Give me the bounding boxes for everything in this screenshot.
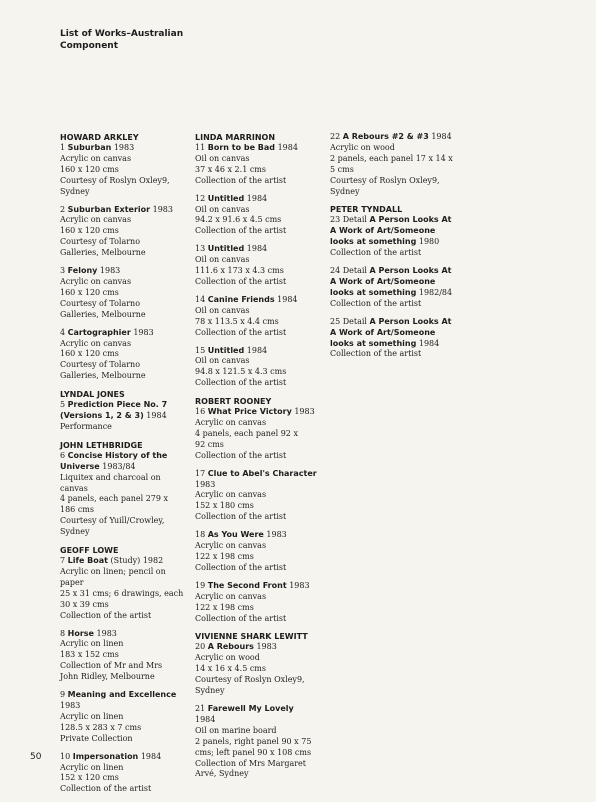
work-detail: 128.5 x 283 x 7 cms bbox=[60, 722, 142, 732]
work-detail: Collection of the artist bbox=[60, 610, 152, 620]
work-detail: 5 cms bbox=[330, 164, 354, 174]
work-detail: 37 x 46 x 2.1 cms bbox=[195, 164, 266, 174]
work-number: 7 bbox=[60, 556, 66, 566]
work-detail: Acrylic on canvas bbox=[195, 418, 267, 428]
work-detail: Collection of Mrs Margaret bbox=[195, 758, 306, 768]
work-detail: 152 x 180 cms bbox=[195, 501, 254, 511]
work-heading bbox=[195, 346, 323, 357]
work-year: 1982/84 bbox=[418, 287, 453, 297]
work-title: A Rebours #2 & #3 bbox=[342, 132, 429, 141]
artist-name: LYNDAL JONES bbox=[60, 390, 125, 400]
work-detail: Oil on canvas bbox=[195, 204, 250, 214]
work-title: Suburban Exterior bbox=[67, 204, 151, 214]
work-number: 22 bbox=[330, 132, 341, 141]
work-title: A Person Looks At A Work of Art/Someone looks at something bbox=[330, 266, 452, 297]
work-entry bbox=[60, 451, 188, 538]
work-year: 1983 bbox=[266, 530, 287, 540]
work-detail: Courtesy of Roslyn Oxley9, bbox=[330, 175, 440, 185]
work-detail: Oil on canvas bbox=[195, 153, 250, 163]
work-year: 1984 bbox=[140, 751, 162, 761]
work-number: 25 Detail bbox=[330, 316, 367, 326]
work-entry bbox=[60, 629, 188, 684]
work-detail: cms; left panel 90 x 108 cms bbox=[195, 747, 312, 757]
work-detail: Acrylic on linen bbox=[60, 711, 124, 721]
work-title: A Person Looks At A Work of Art/Someone looks at something bbox=[330, 215, 452, 247]
work-detail: Collection of the artist bbox=[195, 450, 287, 460]
work-title: A Rebours bbox=[207, 642, 254, 652]
work-detail: Acrylic on linen; pencil on bbox=[60, 567, 166, 576]
work-entry bbox=[195, 346, 323, 390]
work-title: The Second Front bbox=[207, 580, 287, 590]
work-title: Untitled bbox=[207, 345, 245, 355]
work-detail: Oil on canvas bbox=[195, 255, 250, 265]
work-detail: 4 panels, each panel 92 x bbox=[195, 428, 298, 438]
work-detail: Collection of the artist bbox=[60, 784, 152, 794]
work-number: 4 bbox=[60, 327, 66, 337]
work-detail: Acrylic on wood bbox=[195, 653, 260, 663]
heading-line: Component bbox=[60, 41, 119, 51]
work-detail: 1983 bbox=[60, 700, 81, 710]
work-heading bbox=[60, 752, 188, 763]
work-detail: Collection of the artist bbox=[195, 175, 287, 185]
work-number: 15 bbox=[195, 345, 206, 355]
work-entry bbox=[195, 295, 323, 339]
work-entry bbox=[195, 642, 323, 697]
work-detail: 2 panels, each panel 17 x 14 x bbox=[330, 153, 453, 163]
work-heading bbox=[60, 205, 188, 216]
work-heading bbox=[195, 407, 323, 418]
work-title: Born to be Bad bbox=[207, 143, 276, 152]
work-detail: Collection of Mr and Mrs bbox=[60, 661, 163, 671]
work-entry bbox=[60, 556, 188, 621]
work-heading bbox=[195, 469, 323, 480]
work-detail: Galleries, Melbourne bbox=[60, 309, 146, 319]
artist-name: ROBERT ROONEY bbox=[195, 397, 272, 407]
work-heading bbox=[330, 317, 458, 350]
work-number: 2 bbox=[60, 204, 66, 214]
artist-name: VIVIENNE SHARK LEWITT bbox=[195, 632, 308, 642]
work-detail: 160 x 120 cms bbox=[60, 164, 119, 174]
work-year: 1984 bbox=[431, 132, 452, 141]
work-detail: 160 x 120 cms bbox=[60, 287, 119, 297]
work-detail: Courtesy of Yuill/Crowley, bbox=[60, 516, 165, 526]
work-heading bbox=[60, 143, 188, 154]
work-entry bbox=[60, 400, 188, 433]
work-number: 23 Detail bbox=[330, 215, 367, 225]
work-year: 1984 bbox=[146, 411, 167, 421]
work-number: 13 bbox=[195, 244, 206, 254]
work-title: Concise History of the Universe bbox=[60, 450, 168, 471]
work-detail: Collection of the artist bbox=[330, 349, 422, 359]
work-title: Prediction Piece No. 7 (Versions 1, 2 & 3) bbox=[60, 400, 168, 421]
work-detail: Galleries, Melbourne bbox=[60, 248, 146, 258]
work-detail: 160 x 120 cms bbox=[60, 349, 119, 359]
work-title: Suburban bbox=[67, 143, 112, 152]
work-detail: Sydney bbox=[195, 686, 225, 696]
work-number: 17 bbox=[195, 468, 206, 478]
work-entry bbox=[195, 143, 323, 187]
work-detail: 92 cms bbox=[195, 439, 224, 449]
work-detail: Acrylic on canvas bbox=[60, 215, 132, 225]
work-detail: Oil on marine board bbox=[195, 725, 277, 735]
work-detail: 160 x 120 cms bbox=[60, 226, 119, 236]
work-heading bbox=[60, 556, 188, 567]
work-number: 5 bbox=[60, 400, 66, 410]
work-year: (Study) 1982 bbox=[110, 556, 164, 566]
work-entry bbox=[195, 469, 323, 524]
work-title: Horse bbox=[67, 628, 94, 638]
work-title: Untitled bbox=[207, 193, 245, 203]
work-number: 8 bbox=[60, 628, 66, 638]
work-year: 1983 bbox=[99, 266, 121, 276]
work-detail: John Ridley, Melbourne bbox=[60, 672, 155, 682]
work-title: Clue to Abel's Character bbox=[207, 468, 317, 478]
work-detail: Courtesy of Roslyn Oxley9, bbox=[60, 175, 170, 185]
work-title: A Person Looks At A Work of Art/Someone looks at something bbox=[330, 316, 452, 348]
work-detail: Oil on canvas bbox=[195, 356, 250, 366]
work-heading bbox=[330, 266, 458, 299]
work-detail: Acrylic on linen bbox=[60, 639, 124, 649]
work-detail: Acrylic on canvas bbox=[60, 276, 132, 286]
work-number: 19 bbox=[195, 580, 206, 590]
work-heading bbox=[195, 642, 323, 653]
work-detail: 94.8 x 121.5 x 4.3 cms bbox=[195, 367, 287, 377]
work-detail: 4 panels, each panel 279 x bbox=[60, 494, 169, 504]
work-entry bbox=[60, 143, 188, 198]
work-title: What Price Victory bbox=[207, 407, 292, 417]
work-title: Cartographier bbox=[67, 327, 131, 337]
work-detail: Acrylic on canvas bbox=[60, 338, 132, 348]
work-number: 1 bbox=[60, 143, 66, 152]
work-heading bbox=[195, 704, 323, 715]
work-detail: 111.6 x 173 x 4.3 cms bbox=[195, 266, 284, 276]
work-detail: Collection of the artist bbox=[195, 276, 287, 286]
work-entry bbox=[60, 328, 188, 383]
work-entry bbox=[195, 581, 323, 625]
work-year: 1984 bbox=[418, 338, 440, 348]
work-detail: Galleries, Melbourne bbox=[60, 371, 146, 381]
work-heading bbox=[60, 400, 188, 422]
work-entry bbox=[195, 407, 323, 462]
work-year: 1983/84 bbox=[102, 461, 136, 471]
work-detail: 30 x 39 cms bbox=[60, 599, 109, 609]
work-year: 1983 bbox=[256, 642, 277, 652]
work-year: 1983 bbox=[113, 143, 135, 152]
work-heading bbox=[60, 690, 188, 701]
work-number: 21 bbox=[195, 703, 206, 713]
work-detail: Collection of the artist bbox=[195, 378, 287, 388]
work-year: 1984 bbox=[246, 193, 268, 203]
column-2 bbox=[195, 132, 323, 787]
work-detail: 1983 bbox=[195, 479, 216, 489]
work-detail: 1984 bbox=[195, 714, 216, 724]
work-heading bbox=[195, 295, 323, 306]
work-heading bbox=[195, 194, 323, 205]
work-title: Felony bbox=[67, 266, 98, 276]
work-entry bbox=[330, 215, 458, 259]
work-year: 1983 bbox=[294, 407, 315, 417]
work-detail: Acrylic on canvas bbox=[195, 490, 267, 500]
work-year: 1984 bbox=[246, 244, 268, 254]
work-detail: Acrylic on canvas bbox=[195, 541, 267, 551]
work-number: 16 bbox=[195, 407, 206, 417]
work-title: Impersonation bbox=[72, 751, 139, 761]
work-heading bbox=[330, 132, 458, 143]
work-detail: Acrylic on linen bbox=[60, 762, 124, 772]
work-detail: Collection of the artist bbox=[195, 327, 287, 337]
work-detail: Arvé, Sydney bbox=[195, 769, 249, 779]
work-detail: Sydney bbox=[60, 527, 90, 537]
work-entry bbox=[60, 205, 188, 260]
work-entry bbox=[60, 690, 188, 745]
page-heading bbox=[60, 28, 183, 52]
work-detail: canvas bbox=[60, 483, 88, 493]
work-heading bbox=[60, 266, 188, 277]
work-number: 9 bbox=[60, 690, 66, 700]
work-entry bbox=[195, 244, 323, 288]
work-detail: Collection of the artist bbox=[195, 226, 287, 236]
work-detail: Collection of the artist bbox=[195, 613, 287, 623]
work-number: 24 Detail bbox=[330, 266, 367, 276]
work-heading bbox=[60, 451, 188, 473]
work-detail: Collection of the artist bbox=[195, 512, 287, 522]
work-heading bbox=[60, 629, 188, 640]
column-3 bbox=[330, 132, 458, 367]
artist-name: HOWARD ARKLEY bbox=[60, 133, 139, 142]
work-entry bbox=[195, 530, 323, 574]
work-detail: 78 x 113.5 x 4.4 cms bbox=[195, 316, 279, 326]
work-year: 1984 bbox=[277, 294, 298, 304]
work-detail: 94.2 x 91.6 x 4.5 cms bbox=[195, 215, 282, 225]
work-year: 1980 bbox=[418, 237, 440, 247]
work-detail: Private Collection bbox=[60, 733, 133, 743]
work-detail: 122 x 198 cms bbox=[195, 602, 254, 612]
work-year: 1983 bbox=[289, 580, 310, 590]
work-title: Farewell My Lovely bbox=[207, 703, 294, 713]
work-detail: 14 x 16 x 4.5 cms bbox=[195, 664, 266, 674]
column-1 bbox=[60, 132, 188, 802]
work-detail: 183 x 152 cms bbox=[60, 650, 119, 660]
work-title: Untitled bbox=[207, 244, 245, 254]
work-heading bbox=[330, 215, 458, 248]
heading-line: List of Works–Australian bbox=[60, 29, 184, 39]
work-year: 1984 bbox=[246, 345, 268, 355]
work-detail: Courtesy of Tolarno bbox=[60, 360, 141, 370]
work-entry bbox=[195, 194, 323, 238]
work-year: 1983 bbox=[96, 628, 117, 638]
work-detail: Courtesy of Roslyn Oxley9, bbox=[195, 675, 305, 685]
work-entry bbox=[330, 317, 458, 361]
work-detail: Sydney bbox=[330, 186, 360, 196]
work-detail: Collection of the artist bbox=[330, 248, 422, 258]
work-number: 3 bbox=[60, 266, 66, 276]
work-title: Life Boat bbox=[67, 556, 108, 566]
work-detail: 25 x 31 cms; 6 drawings, each bbox=[60, 588, 184, 598]
work-detail: Performance bbox=[60, 421, 112, 431]
work-title: As You Were bbox=[207, 530, 264, 540]
work-detail: 2 panels, right panel 90 x 75 bbox=[195, 736, 312, 746]
work-year: 1984 bbox=[277, 143, 298, 152]
work-detail: Collection of the artist bbox=[195, 562, 287, 572]
work-detail: paper bbox=[60, 577, 84, 587]
artist-name: LINDA MARRINON bbox=[195, 133, 276, 142]
work-detail: Acrylic on canvas bbox=[195, 591, 267, 601]
work-detail: Collection of the artist bbox=[330, 298, 422, 308]
work-number: 14 bbox=[195, 294, 206, 304]
work-heading bbox=[60, 328, 188, 339]
work-entry bbox=[60, 752, 188, 796]
artist-name: GEOFF LOWE bbox=[60, 546, 119, 556]
work-year: 1983 bbox=[133, 327, 154, 337]
work-heading bbox=[195, 581, 323, 592]
artist-name: PETER TYNDALL bbox=[330, 205, 403, 215]
work-number: 12 bbox=[195, 193, 206, 203]
work-entry bbox=[60, 266, 188, 321]
work-heading bbox=[195, 143, 323, 154]
work-entry bbox=[195, 704, 323, 780]
work-number: 11 bbox=[195, 143, 206, 152]
work-number: 10 bbox=[60, 751, 71, 761]
work-detail: Liquitex and charcoal on bbox=[60, 472, 161, 482]
work-detail: Courtesy of Tolarno bbox=[60, 237, 141, 247]
work-heading bbox=[195, 244, 323, 255]
work-detail: Courtesy of Tolarno bbox=[60, 298, 141, 308]
work-number: 18 bbox=[195, 530, 206, 540]
work-number: 20 bbox=[195, 642, 206, 652]
work-detail: Acrylic on wood bbox=[330, 142, 395, 152]
work-heading bbox=[195, 530, 323, 541]
work-detail: 152 x 120 cms bbox=[60, 773, 119, 783]
artist-name: JOHN LETHBRIDGE bbox=[60, 440, 143, 450]
work-number: 6 bbox=[60, 450, 66, 460]
page-number: 50 bbox=[30, 752, 42, 762]
work-title: Canine Friends bbox=[207, 294, 275, 304]
work-detail: Sydney bbox=[60, 186, 90, 196]
work-detail: Oil on canvas bbox=[195, 305, 250, 315]
work-detail: 122 x 198 cms bbox=[195, 552, 254, 561]
work-entry bbox=[330, 266, 458, 310]
work-title: Meaning and Excellence bbox=[67, 690, 177, 700]
work-detail: 186 cms bbox=[60, 505, 94, 515]
work-detail: Acrylic on canvas bbox=[60, 153, 132, 163]
work-year: 1983 bbox=[152, 204, 173, 214]
work-entry bbox=[330, 132, 458, 197]
